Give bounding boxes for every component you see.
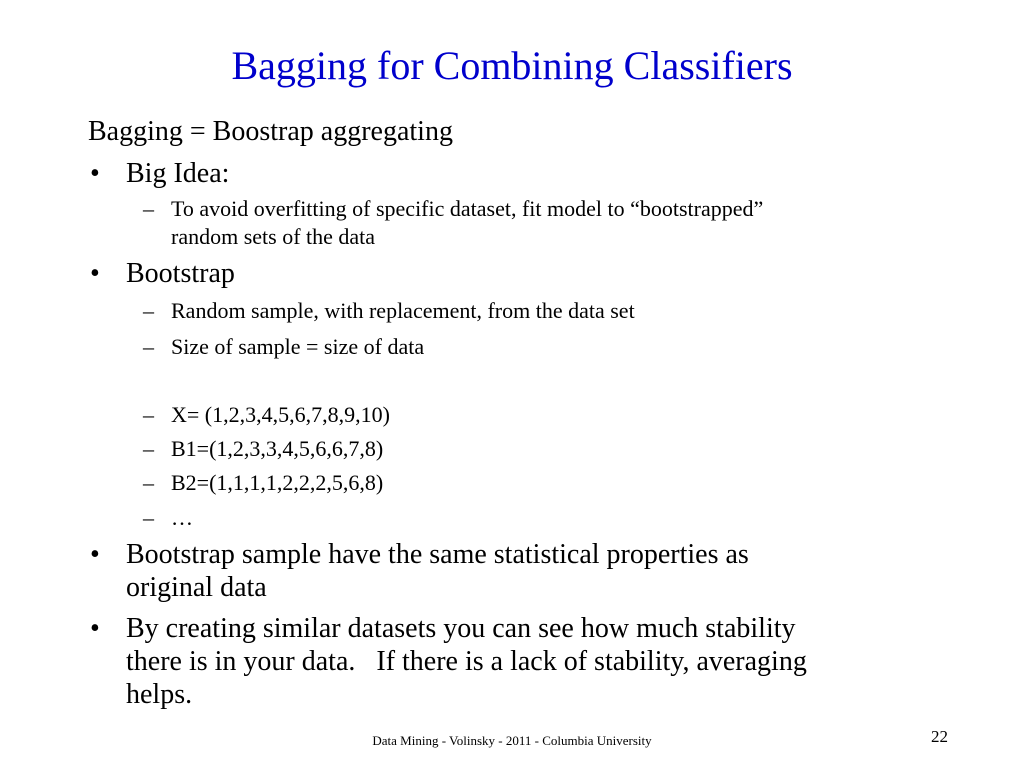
sub-bullet-b2-set: B2=(1,1,1,1,2,2,2,5,6,8) (171, 470, 384, 495)
bullet-marker: • (90, 613, 100, 644)
bullet-marker: • (90, 539, 100, 570)
page-number: 22 (931, 727, 948, 746)
bullet-marker: • (90, 158, 100, 189)
dash-marker: – (143, 334, 154, 359)
sub-bullet-b1-set: B1=(1,2,3,3,4,5,6,6,7,8) (171, 436, 384, 461)
sub-bullet-size-of-sample: Size of sample = size of data (171, 334, 425, 359)
sub-bullet-random-sample: Random sample, with replacement, from the data set (171, 298, 635, 323)
sub-bullet-avoid-overfitting-line1: To avoid overfitting of specific dataset, fit model to “bootstrapped” (171, 196, 764, 221)
dash-marker: – (143, 196, 154, 221)
slide-footer: Data Mining - Volinsky - 2011 - Columbia University (372, 733, 652, 748)
dash-marker: – (143, 505, 154, 530)
dash-marker: – (143, 470, 154, 495)
dash-marker: – (143, 436, 154, 461)
bullet-big-idea: Big Idea: (126, 158, 230, 189)
bullet-stability-line2: there is in your data. If there is a lack of stability, averaging (126, 646, 807, 677)
dash-marker: – (143, 298, 154, 323)
bullet-bootstrap: Bootstrap (126, 258, 235, 289)
bullet-statistical-properties-line1: Bootstrap sample have the same statistical properties as (126, 539, 749, 570)
sub-bullet-avoid-overfitting-line2: random sets of the data (171, 224, 376, 249)
sub-bullet-x-set: X= (1,2,3,4,5,6,7,8,9,10) (171, 402, 390, 427)
slide-title: Bagging for Combining Classifiers (231, 43, 793, 88)
sub-bullet-ellipsis: … (171, 505, 193, 530)
bullet-marker: • (90, 258, 100, 289)
intro-line: Bagging = Boostrap aggregating (88, 116, 453, 147)
bullet-stability-line1: By creating similar datasets you can see how much stability (126, 613, 796, 644)
bullet-statistical-properties-line2: original data (126, 572, 267, 603)
dash-marker: – (143, 402, 154, 427)
bullet-stability-line3: helps. (126, 679, 193, 710)
